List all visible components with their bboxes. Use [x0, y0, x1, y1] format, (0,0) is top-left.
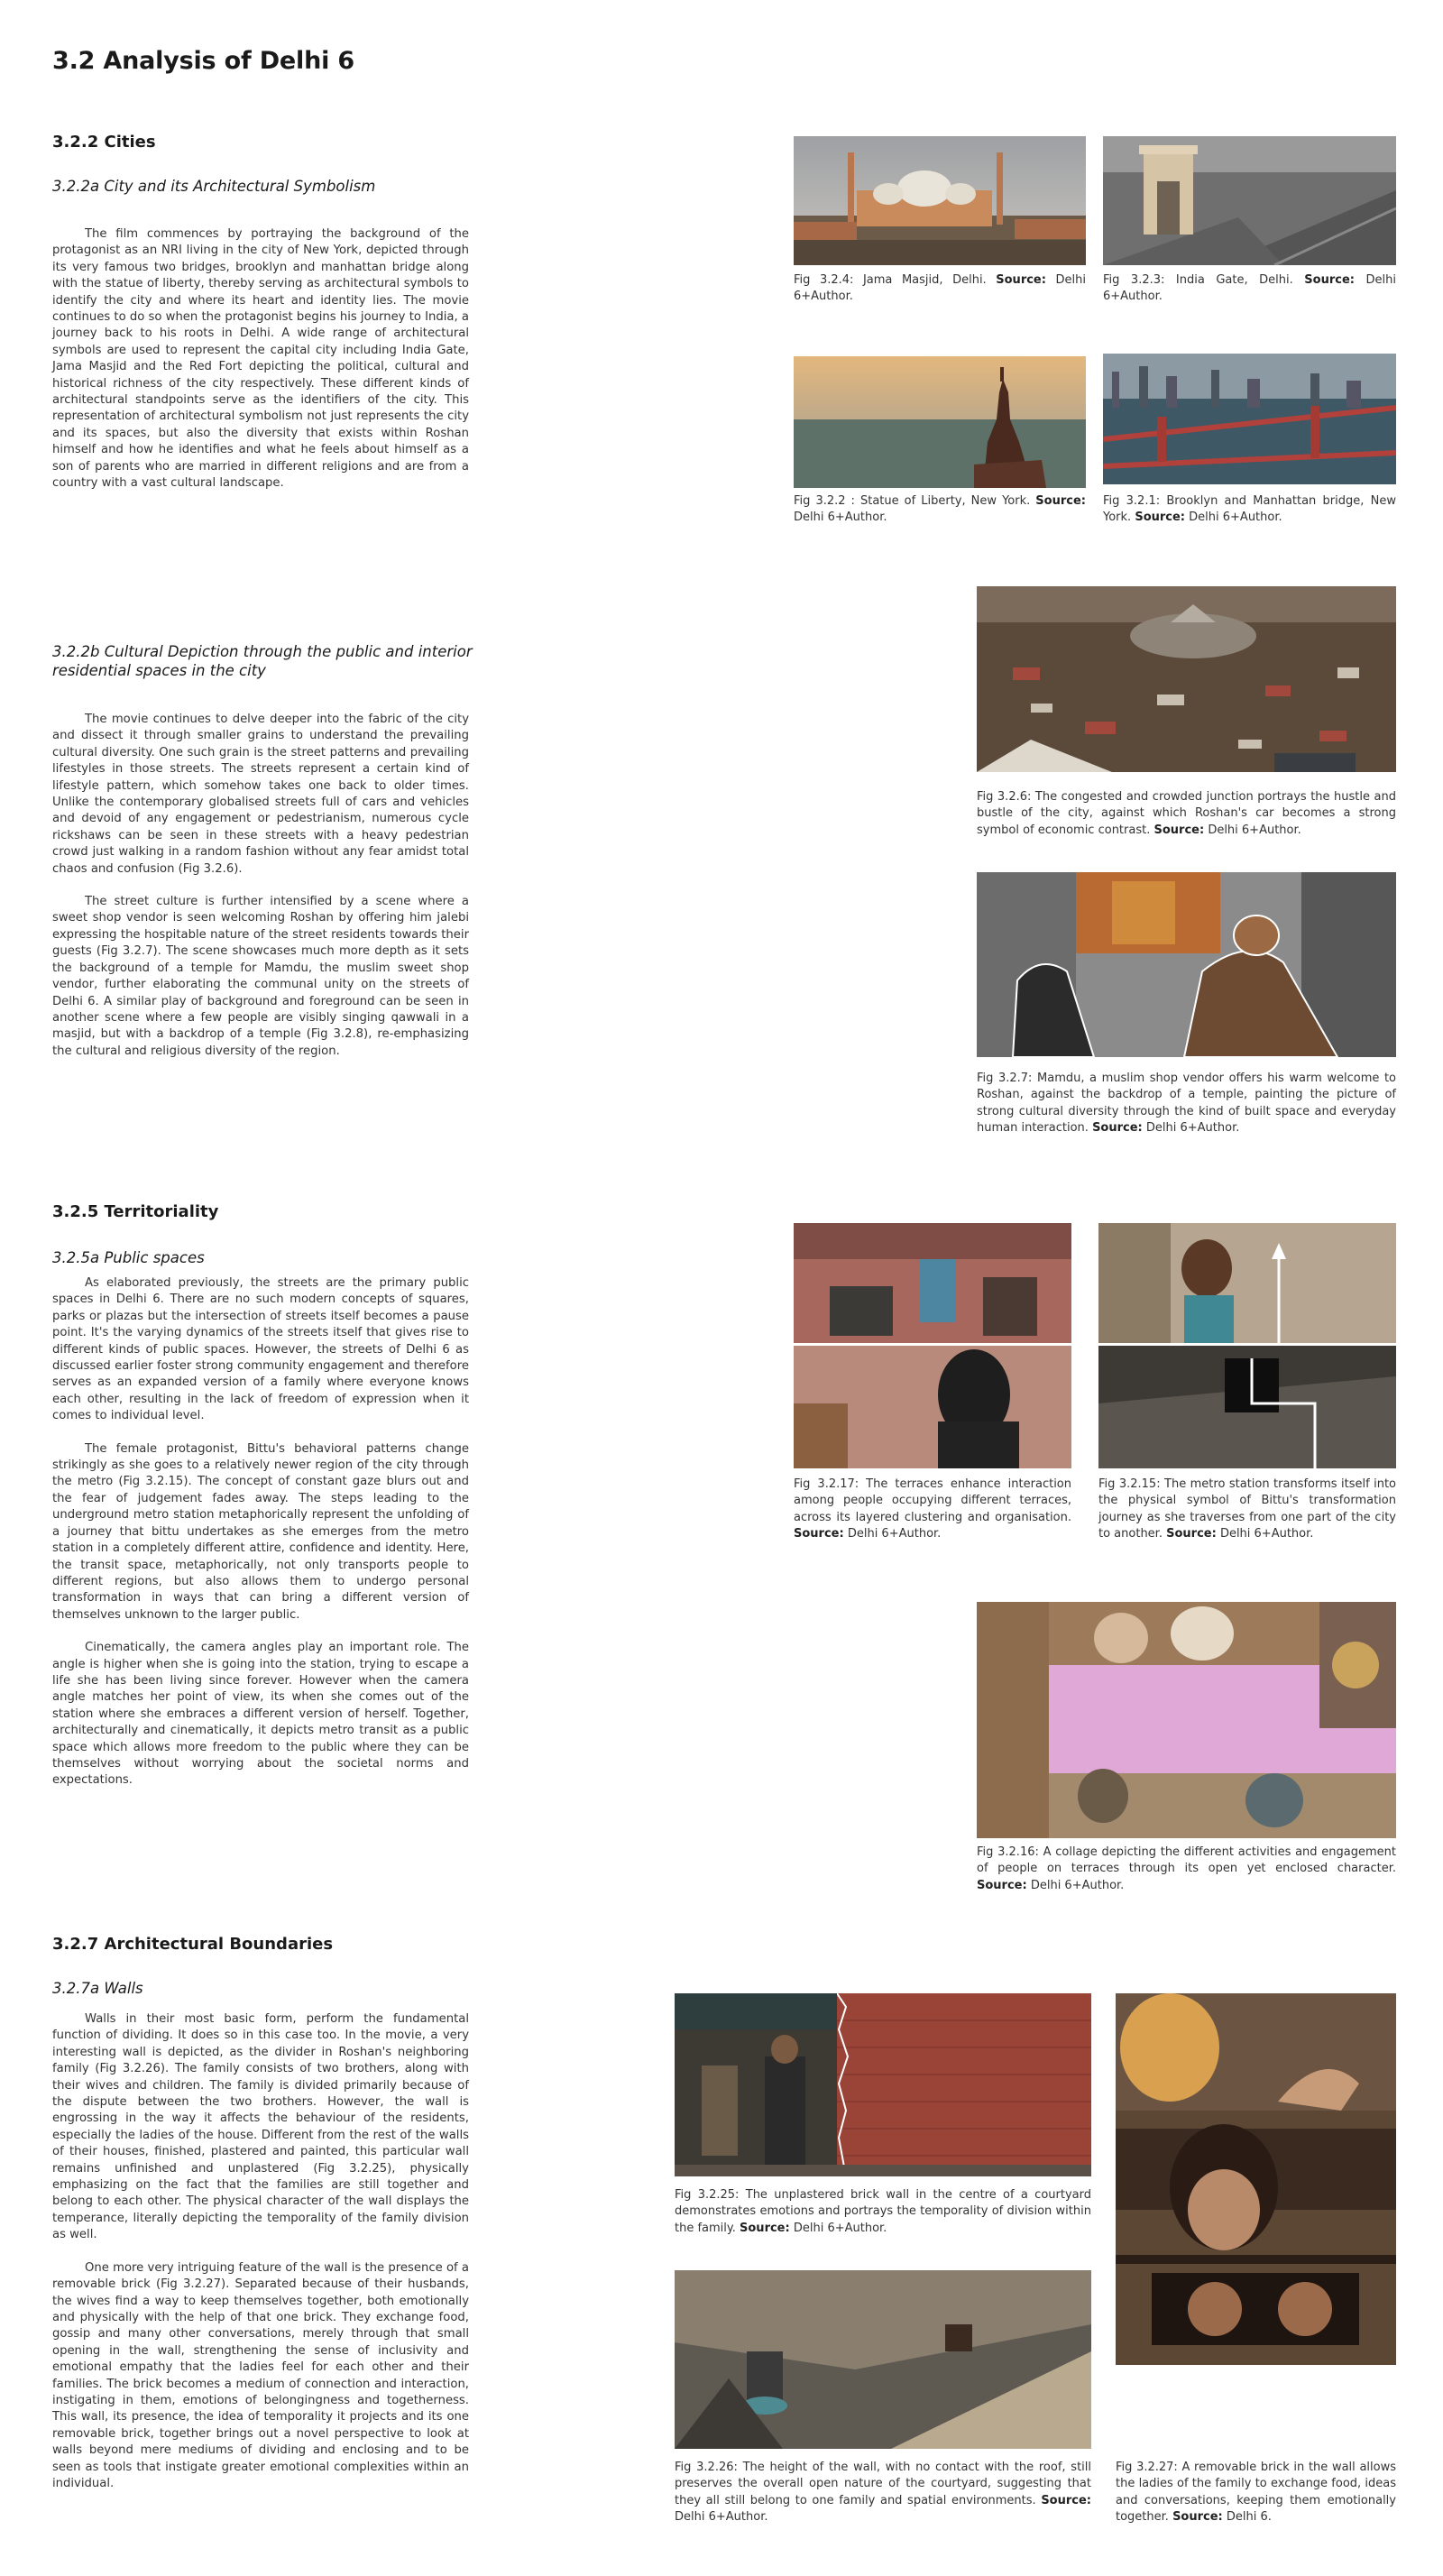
caption-label: Fig 3.2.16: A collage depicting the different activities and engagement of people on terraces through its open yet enclosed character.: [977, 1845, 1396, 1876]
caption-fig-3-2-17: [794, 1477, 1071, 1543]
caption-label: Fig 3.2.17: The terraces enhance interaction among people occupying different terraces, across its layered clustering and organisation.: [794, 1477, 1071, 1524]
caption-source-text: Delhi 6+Author.: [1103, 273, 1396, 304]
paragraph-text: The street culture is further intensified by a scene where a sweet shop vendor is seen welcoming Roshan by offering him jalebi expressing the hospitable nature of the street residents towards their guests (Fig 3.2.7). The scene showcases much more depth as it sets the background of a temple for Mamdu, the muslim sweet shop vendor, further elaborating the communal unity on the streets of Delhi 6. A similar play of background and foreground can be seen in another scene where a few people are visibly singing qawwali in a masjid, but with a backdrop of a temple (Fig 3.2.8), re-emphasizing the cultural and religious diversity of the region.: [52, 895, 469, 1058]
image-unplastered-brick-wall: [675, 1993, 1091, 2176]
caption-source: Source:: [1135, 511, 1186, 525]
image-statue-of-liberty: [794, 356, 1086, 488]
paragraph-text: The movie continues to delve deeper into the fabric of the city and dissect it through smaller grains to understand the prevailing cultural diversity. One such grain is the street patterns and prevailing lifestyles in those streets. The streets represent a certain kind of lifestyle pattern, which somehow takes one back to older times. Unlike the contemporary globalised streets full of cars and vehicles and devoid of any engagement or pedestrianism, numerous cycle rickshaws can be seen in these streets with a heavy pedestrian crowd just walking in a random fashion without any fear amidst total chaos and confusion (Fig 3.2.6).: [52, 713, 469, 876]
paragraph-text: The film commences by portraying the background of the protagonist as an NRI living in the city of New York, depicted through its very famous two bridges, brooklyn and manhattan bridge along with the statue of liberty, thereby serving as architectural symbols to identify the city and where its heart and identity lies. The movie continues to do so when the protagonist begins his journey to India, a journey back to his roots in Delhi. A wide range of architectural symbols are used to represent the capital city including India Gate, Jama Masjid and the Red Fort depicting the political, cultural and historical richness of the city respectively. These different kinds of architectural standpoints serve as the identifiers of the city. This representation of architectural symbolism not just represents the city and its spaces, but also the diversity that exists within Roshan himself and how he identifies and what he feels about himself as a son of parents who are married in different religions and are from a country with a vast cultural landscape.: [52, 227, 469, 491]
subheading-cultural-depiction: 3.2.2b Cultural Depiction through the public and interior residential spaces in the city: [52, 643, 473, 679]
caption-source: Source:: [740, 2221, 790, 2235]
caption-fig-3-2-7: [977, 1071, 1396, 1137]
paragraph-cultural-depiction: [52, 712, 469, 1076]
caption-label: Fig 3.2.26: The height of the wall, with no contact with the roof, still preserves the overall open nature of the courtyard, suggesting that they all still belong to one family and spatial environments.: [675, 2461, 1091, 2507]
caption-source-text: Delhi 6+Author.: [1208, 823, 1301, 837]
caption-source: Source:: [1041, 2493, 1091, 2507]
image-jama-masjid: [794, 136, 1086, 265]
caption-fig-3-2-27: [1116, 2460, 1396, 2526]
image-wall-height-courtyard: [675, 2270, 1091, 2449]
paragraph-text: One more very intriguing feature of the wall is the presence of a removable brick (Fig 3.2.27). Separated because of their husbands, the wives find a way to keep themselves together, both emotionally and physically with the help of that one brick. They exchange food, gossip and many other conversations, merely through that small opening in the wall, strengthening the sense of inclusivity and emotional empathy that the ladies feel for each other and their families. The brick becomes a medium of connection and interaction, instigating in them, emotions of belongingness and togetherness. This wall, its presence, the idea of temporality it projects and its one removable brick, together brings out a novel perspective to look at walls beyond mere mediums of dividing and enclosing and to be seen as tools that instigate greater emotional complexities within an individual.: [52, 2260, 469, 2490]
caption-fig-3-2-2: [794, 493, 1086, 527]
caption-source-text: Delhi 6+Author.: [1145, 1121, 1240, 1136]
image-india-gate: [1103, 136, 1396, 265]
caption-label: Fig 3.2.27: A removable brick in the wall allows the ladies of the family to exchange food, ideas and conversations, keeping them emotionally together.: [1116, 2461, 1396, 2525]
caption-source: Source:: [1172, 2510, 1223, 2525]
caption-label: Fig 3.2.6: The congested and crowded junction portrays the hustle and bustle of the city, against which Roshan's car becomes a strong symbol of economic contrast.: [977, 790, 1396, 837]
caption-source-text: Delhi 6+Author.: [793, 2221, 887, 2235]
caption-fig-3-2-15: [1098, 1477, 1396, 1543]
image-terrace-collage: [977, 1602, 1396, 1838]
paragraph-text: Walls in their most basic form, perform the fundamental function of dividing. It does so in this case too. In the movie, a very interesting wall is depicted, as the divider in Roshan's neighboring family (Fig 3.2.26). The family consists of two brothers, along with their wives and children. The family is divided primarily because of the dispute between the two brothers. However, the wall is engrossing in the way it affects the behaviour of the residents, especially the ladies of the house. Different from the rest of the walls of their houses, finished, plastered and painted, this particular wall remains unfinished and unplastered (Fig 3.2.25), physically emphasizing on the fact that the families are still together and belong to each other. The physical character of the wall displays the temperance, literally depicting the temporality of the family division as well.: [52, 2012, 469, 2242]
paragraph-public-spaces: [52, 1275, 469, 1806]
subheading-walls: 3.2.7a Walls: [52, 1980, 143, 1997]
section-heading-architectural-boundaries: 3.2.7 Architectural Boundaries: [52, 1935, 334, 1954]
caption-fig-3-2-4: [794, 272, 1086, 306]
caption-label: Fig 3.2.25: The unplastered brick wall in the centre of a courtyard demonstrates emotions and portrays the temporality of division within the family.: [675, 2188, 1091, 2235]
caption-source-text: Delhi 6+Author.: [1219, 1527, 1314, 1541]
caption-source-text: Delhi 6+Author.: [1189, 511, 1282, 525]
caption-source: Source:: [1153, 823, 1205, 837]
section-heading-cities: 3.2.2 Cities: [52, 133, 156, 152]
caption-fig-3-2-26: [675, 2460, 1091, 2526]
caption-source-text: Delhi 6+Author.: [847, 1527, 942, 1541]
subheading-city-symbolism: 3.2.2a City and its Architectural Symbolism: [52, 178, 376, 195]
image-brooklyn-bridge: [1103, 354, 1396, 484]
caption-source: Source:: [794, 1527, 844, 1541]
caption-label: Fig 3.2.7: Mamdu, a muslim shop vendor offers his warm welcome to Roshan, against the backdrop of a temple, painting the picture of strong cultural diversity through the kind of built space and everyday human interaction.: [977, 1072, 1396, 1136]
image-removable-brick: [1116, 1993, 1396, 2365]
image-metro-station: [1098, 1223, 1396, 1468]
caption-source: Source:: [1035, 494, 1086, 508]
paragraph-walls: [52, 2011, 469, 2508]
paragraph-city-symbolism: [52, 226, 469, 509]
paragraph-text: Cinematically, the camera angles play an important role. The angle is higher when she is going into the station, trying to escape a life she has been living since forever. However when the camera angle matches her point of view, its when she comes out of the station where she embraces a different version of herself. Together, architecturally and cinematically, it depicts metro transit as a public space which allows more freedom to the public where they can be themselves without worrying about the societal norms and expectations.: [52, 1641, 469, 1788]
caption-source-text: Delhi 6+Author.: [1030, 1878, 1125, 1892]
paragraph-text: The female protagonist, Bittu's behavioral patterns change strikingly as she goes to a relatively newer region of the city through the metro (Fig 3.2.15). The concept of constant gaze blurs out and the fear of judgement fades away. The steps leading to the underground metro station metaphorically represent the unfolding of a journey that bittu undertakes as she emerges from the metro station in a completely different attire, confidence and identity. Here, the transit space, metaphorically, not only transports people to different regions, but also allows them to undergo personal transformation in ways that can bring a different version of themselves unknown to the larger public.: [52, 1441, 469, 1622]
caption-source-text: Delhi 6+Author.: [675, 2510, 768, 2525]
image-crowded-junction: [977, 586, 1396, 772]
caption-fig-3-2-25: [675, 2187, 1091, 2237]
caption-source: Source:: [996, 273, 1046, 287]
caption-source: Source:: [1092, 1121, 1143, 1136]
caption-source-text: Delhi 6+Author.: [794, 273, 1086, 304]
caption-label: Fig 3.2.1: Brooklyn and Manhattan bridge, New York.: [1103, 494, 1396, 525]
caption-fig-3-2-16: [977, 1845, 1396, 1894]
caption-fig-3-2-6: [977, 789, 1396, 839]
caption-fig-3-2-1: [1103, 493, 1396, 527]
caption-fig-3-2-3: [1103, 272, 1396, 306]
caption-label: Fig 3.2.3: India Gate, Delhi.: [1103, 273, 1293, 287]
image-terraces-interaction: [794, 1223, 1071, 1468]
image-mamdu-shop-vendor: [977, 872, 1396, 1057]
section-heading-territoriality: 3.2.5 Territoriality: [52, 1202, 219, 1221]
caption-label: Fig 3.2.2 : Statue of Liberty, New York.: [794, 494, 1031, 508]
caption-source: Source:: [1166, 1527, 1217, 1541]
caption-label: Fig 3.2.4: Jama Masjid, Delhi.: [794, 273, 987, 287]
caption-source-text: Delhi 6.: [1226, 2510, 1272, 2525]
page-title: 3.2 Analysis of Delhi 6: [52, 47, 354, 75]
caption-source: Source:: [1304, 273, 1355, 287]
caption-source-text: Delhi 6+Author.: [794, 511, 887, 525]
caption-source: Source:: [977, 1878, 1027, 1892]
paragraph-text: As elaborated previously, the streets are the primary public spaces in Delhi 6. There are no such modern concepts of squares, parks or plazas but the intersection of streets itself becomes a pause point. It's the varying dynamics of the streets itself that gives rise to different kinds of public spaces. However, the streets of Delhi 6 as discussed earlier foster strong community engagement and therefore serves as an expanded version of a family where everyone knows each other, resulting in the lack of freedom of expression when it comes to individual level.: [52, 1276, 469, 1423]
caption-label: Fig 3.2.15: The metro station transforms itself into the physical symbol of Bittu's transformation journey as she traverses from one part of the city to another.: [1098, 1477, 1396, 1541]
subheading-public-spaces: 3.2.5a Public spaces: [52, 1249, 205, 1266]
